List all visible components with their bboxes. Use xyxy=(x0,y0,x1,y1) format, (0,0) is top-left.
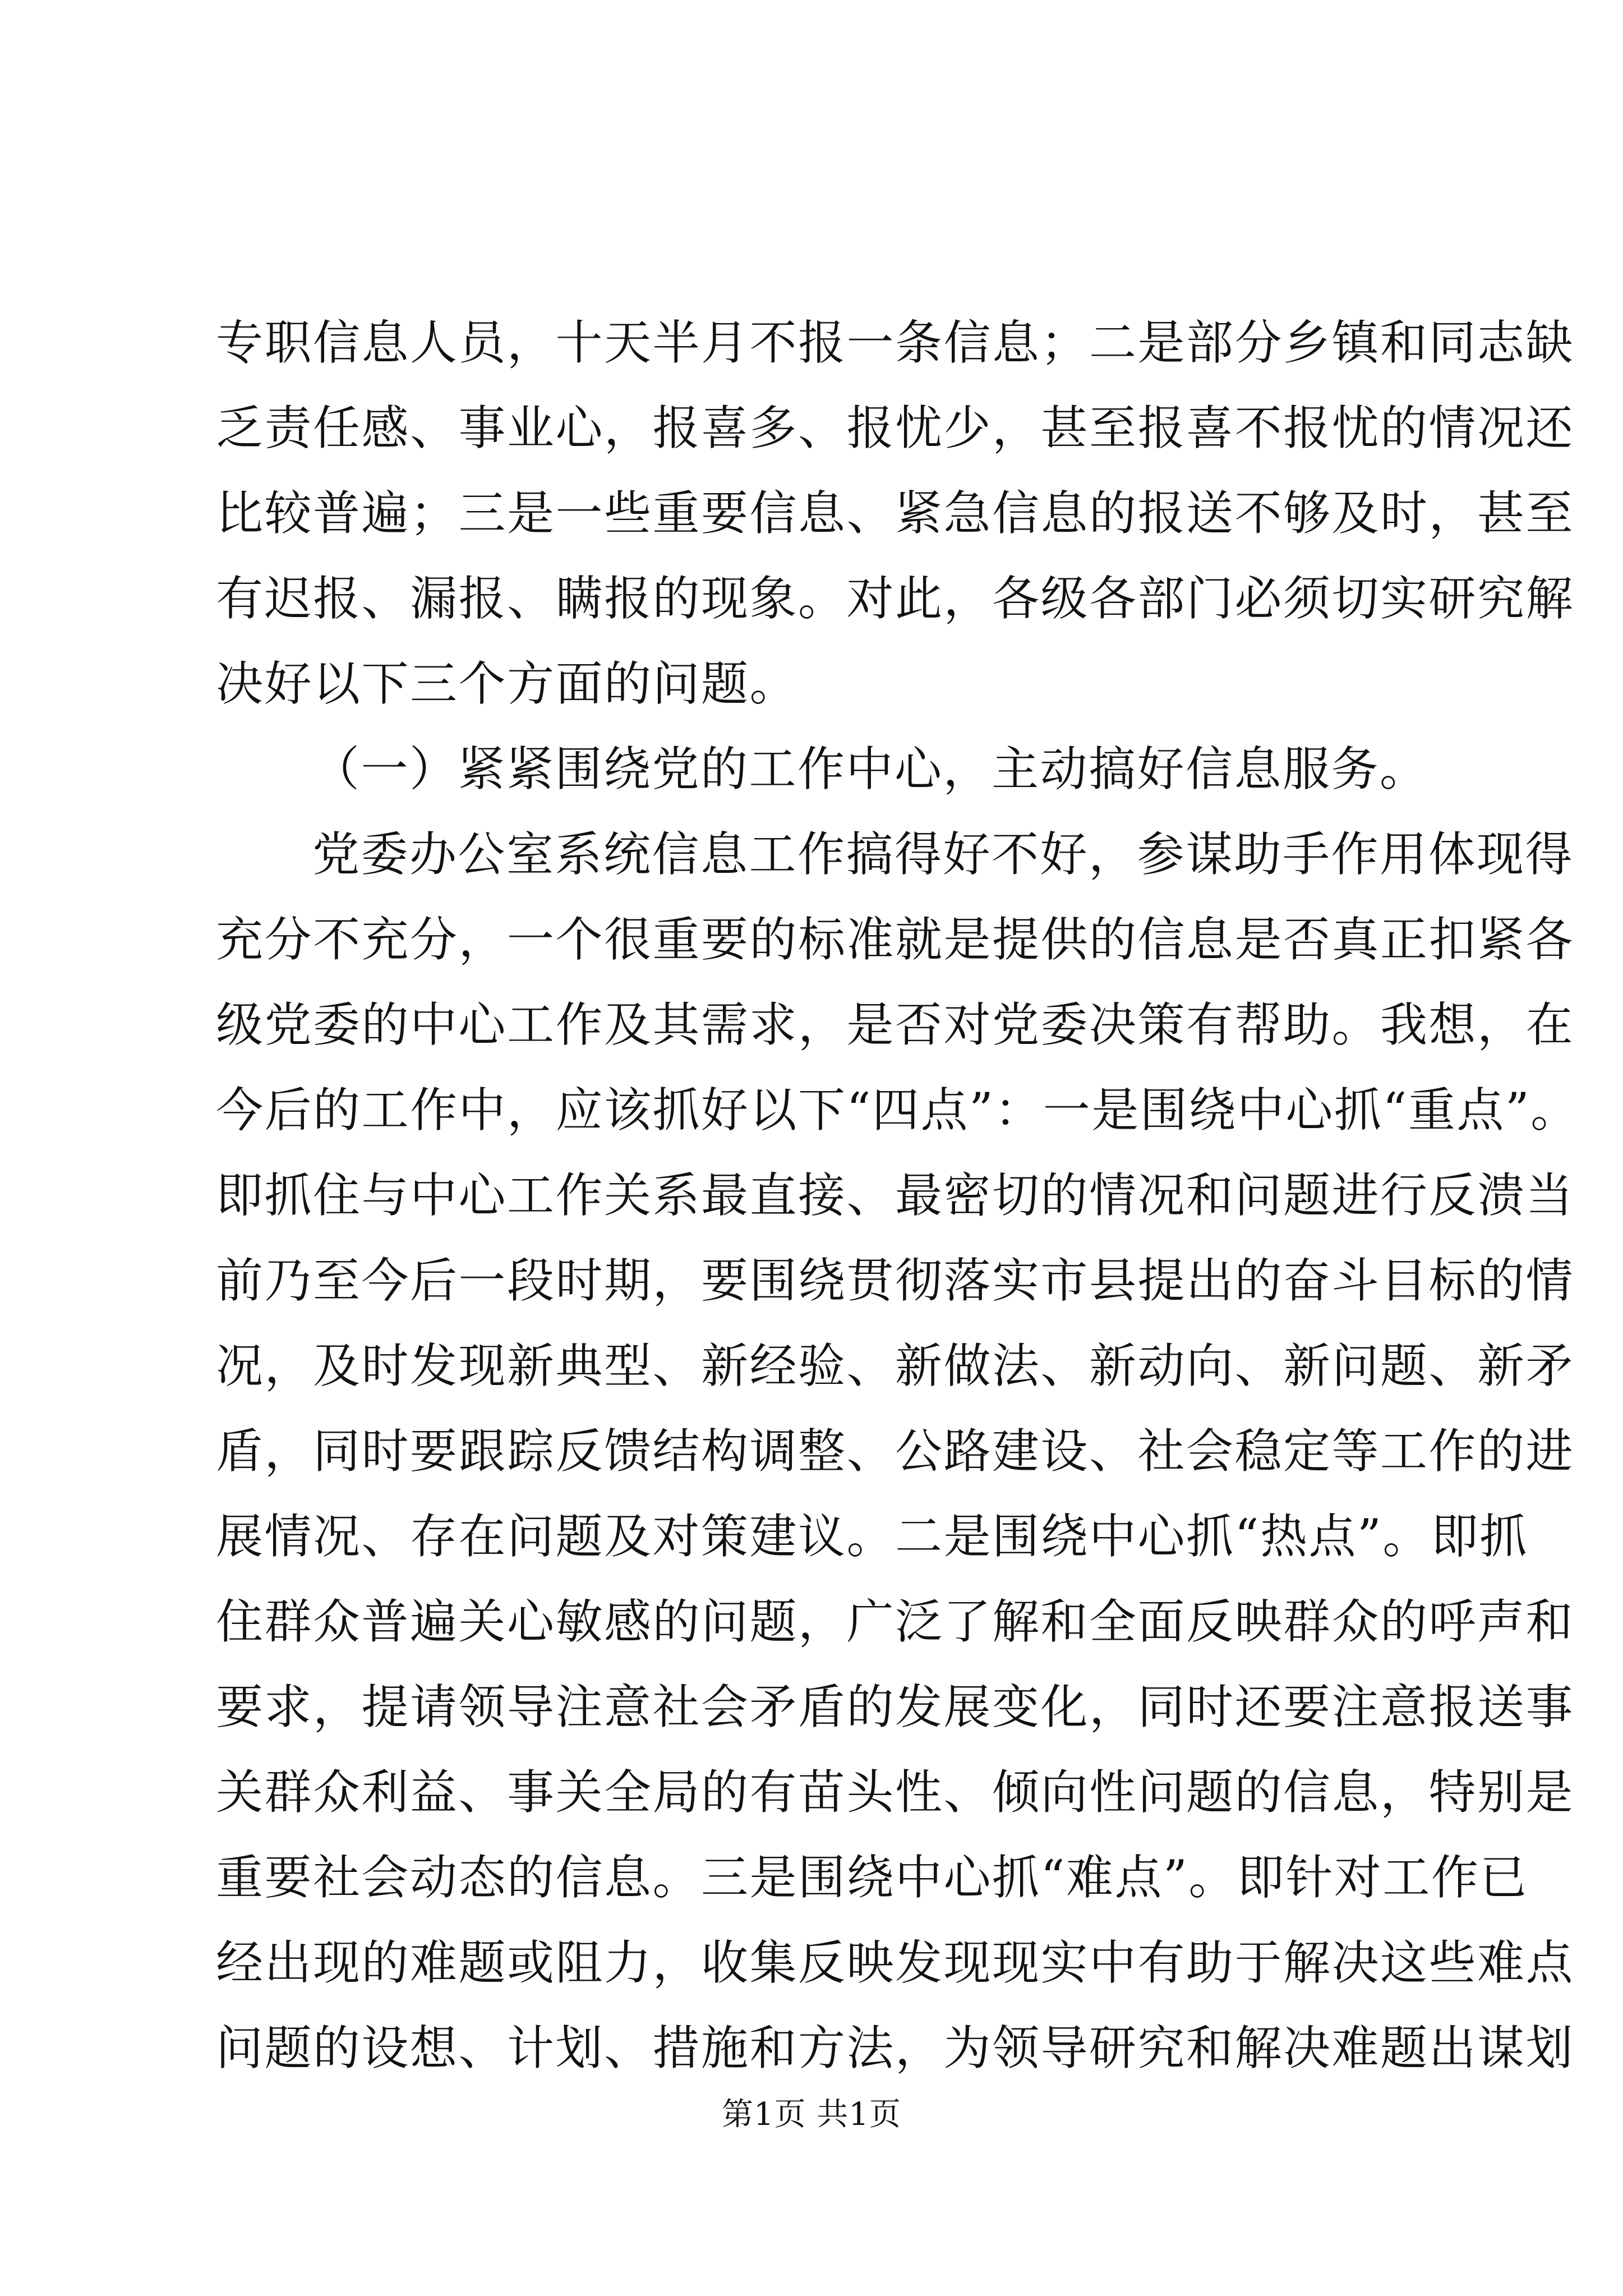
text-line: 展情况、存在问题及对策建议。二是围绕中心抓“热点”。即抓 xyxy=(216,1509,1528,1564)
text-line: 今后的工作中，应该抓好以下“四点”：一是围绕中心抓“重点”。 xyxy=(216,1083,1579,1138)
text-line: 况，及时发现新典型、新经验、新做法、新动向、新问题、新矛 xyxy=(216,1338,1575,1393)
text-line: 问题的设想、计划、措施和方法，为领导研究和解决难题出谋划 xyxy=(216,2021,1575,2076)
text-line: 住群众普遍关心敏感的问题，广泛了解和全面反映群众的呼声和 xyxy=(216,1594,1575,1649)
text-line: 前乃至今后一段时期，要围绕贯彻落实市县提出的奋斗目标的情 xyxy=(216,1253,1575,1308)
text-line: 有迟报、漏报、瞒报的现象。对此，各级各部门必须切实研究解 xyxy=(216,571,1575,626)
text-line: 要求，提请领导注意社会矛盾的发展变化，同时还要注意报送事 xyxy=(216,1680,1575,1734)
text-line: 即抓住与中心工作关系最直接、最密切的情况和问题进行反溃当 xyxy=(216,1168,1575,1223)
section-heading: （一）紧紧围绕党的工作中心，主动搞好信息服务。 xyxy=(312,742,1428,797)
text-line: 专职信息人员，十天半月不报一条信息；二是部分乡镇和同志缺 xyxy=(216,315,1575,370)
paragraph-first-line: 党委办公室系统信息工作搞得好不好，参谋助手作用体现得 xyxy=(312,827,1574,882)
text-line: 关群众利益、事关全局的有苗头性、倾向性问题的信息，特别是 xyxy=(216,1765,1575,1820)
text-line: 决好以下三个方面的问题。 xyxy=(216,656,799,711)
text-line: 盾，同时要跟踪反馈结构调整、公路建设、社会稳定等工作的进 xyxy=(216,1424,1575,1479)
page-number-label: 第1页 共1页 xyxy=(721,2096,902,2133)
text-line: 经出现的难题或阻力，收集反映发现现实中有助于解决这些难点 xyxy=(216,1935,1575,1990)
text-line: 乏责任感、事业心，报喜多、报忧少，甚至报喜不报忧的情况还 xyxy=(216,401,1575,455)
text-line: 比较普遍；三是一些重要信息、紧急信息的报送不够及时，甚至 xyxy=(216,486,1575,541)
text-line: 重要社会动态的信息。三是围绕中心抓“难点”。即针对工作已 xyxy=(216,1850,1528,1905)
document-body xyxy=(216,300,1579,2091)
text-line: 级党委的中心工作及其需求，是否对党委决策有帮助。我想，在 xyxy=(216,997,1575,1052)
page-footer xyxy=(0,2090,1623,2134)
text-line: 充分不充分，一个很重要的标准就是提供的信息是否真正扣紧各 xyxy=(216,912,1575,967)
